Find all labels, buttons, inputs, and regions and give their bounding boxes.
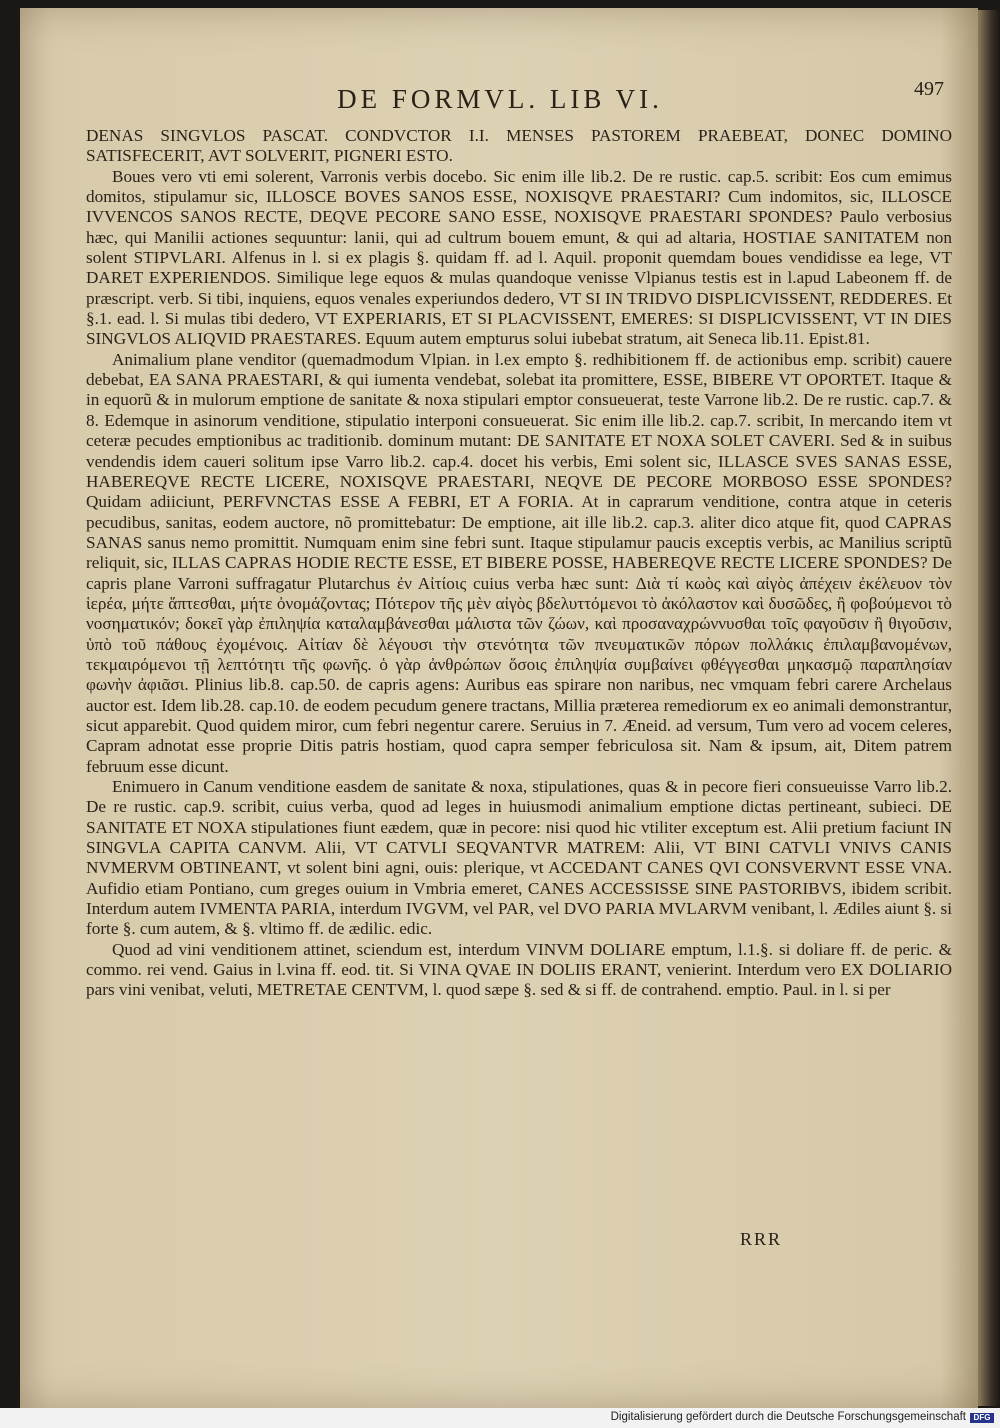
page-body (86, 126, 952, 1001)
paragraph-2: Boues vero vti emi solerent, Varronis verbis docebo. Sic enim ille lib.2. De re rustic. cap.5. scribit: Eos cum emimus domitos, stipulamur sic, ILLOSCE BOVES SANOS ESSE, NOXISQVE PRAESTARI? Cum indomitos, sic, ILLOSCE IVVENCOS SANOS RECTE, DEQVE PECORE SANO ESSE, NOXISQVE PRAESTARI SPONDES? Paulo verbosius hæc, qui Manilii actiones sequuntur: lanii, qui ad cultrum bouem emunt, & qui ad altaria, HOSTIAE SANITATEM non solent STIPVLARI. Alfenus in l. si ex plagis §. quidam ff. ad l. Aquil. proponit quemdam boues vendidisse ea lege, VT DARET EXPERIENDOS. Similique lege equos & mulas quandoque venisse Vlpianus testis est in l.apud Labeonem ff. de præscript. verb. Si tibi, inquiens, equos venales experiundos dedero, VT SI IN TRIDVO DISPLICVISSENT, REDDERES. Et §.1. ead. l. Si mulas tibi dedero, VT EXPERIARIS, ET SI PLACVISSENT, EMERES: SI DISPLICVISSENT, VT IN DIES SINGVLOS ALIQVID PRAESTARES. Equum autem empturus solui iubebat stratum, ait Seneca lib.11. Epist.81. (86, 166, 952, 349)
digitization-footer (0, 1408, 1000, 1428)
catchword: RRR (739, 1229, 782, 1249)
paragraph-1: DENAS SINGVLOS PASCAT. CONDVCTOR I.I. MENSES PASTOREM PRAEBEAT, DONEC DOMINO SATISFECERIT, AVT SOLVERIT, PIGNERI ESTO. (86, 126, 952, 166)
page-edge (978, 10, 1000, 1406)
paragraph-4: Enimuero in Canum venditione easdem de sanitate & noxa, stipulationes, quas & in pecore fieri consueuisse Varro lib.2. De re rustic. cap.9. scribit, cuius verba, quod ad leges in huiusmodi animalium emptione dictas pertineant, subieci. DE SANITATE ET NOXA stipulationes fiunt eædem, quæ in pecore: nisi quod hic vtiliter exceptum est. Alii pretium faciunt IN SINGVLA CAPITA CANVM. Alii, VT CATVLI SEQVANTVR MATREM: Alii, VT BINI CATVLI VNIVS CANIS NVMERVM OBTINEANT, vt solent bini agni, ouis: plerique, vt ACCEDANT CANES QVI CONSVERVNT ESSE VNA. Aufidio etiam Pontiano, cum greges ouium in Vmbria emeret, CANES ACCESSISSE SINE PASTORIBVS, ibidem scribit. Interdum autem IVMENTA PARIA, interdum IVGVM, vel PAR, vel DVO PARIA MVLARVM venibant, l. Ædiles aiunt §. si forte §. cum autem, & §. vltimo ff. de ædilic. edic. (86, 777, 952, 939)
paragraph-5: Quod ad vini venditionem attinet, sciendum est, interdum VINVM DOLIARE emptum, l.1.§. si doliare ff. de peric. & commo. rei vend. Gaius in l.vina ff. eod. tit. Si VINA QVAE IN DOLIIS ERANT, venierint. Interdum vero EX DOLIARIO pars vini venibat, veluti, METRETAE CENTVM, l. quod sæpe §. sed & si ff. de contrahend. emptio. Paul. in l. si per (86, 939, 952, 1000)
page-header (20, 78, 978, 116)
page-number: 497 (914, 78, 944, 100)
paragraph-3: Animalium plane venditor (quemadmodum Vlpian. in l.ex empto §. redhibitionem ff. de actionibus emp. scribit) cauere debebat, EA SANA PRAESTARI, & qui iumenta vendebat, solebat ita promittere, ESSE, BIBERE VT OPORTET. Itaque & in equorũ & in mulorum emptione de sanitate & noxa stipulari emptor consueuerat, teste Varrone lib.2. De re rustic. cap.7. & 8. Edemque in asinorum venditione, stipulatio interponi consueuerat. Sic enim ille lib.2. cap.7. scribit, In mercando item vt ceteræ pecudes emptionibus ac traditionib. dominum mutant: DE SANITATE ET NOXA SOLET CAVERI. Sed & in suibus vendendis idem caueri solitum ipse Varro lib.2. cap.4. docet his verbis, Emi solent sic, ILLASCE SVES SANAS ESSE, HABEREQVE RECTE LICERE, NOXISQVE PRAESTARI, NEQVE DE PECORE MORBOSO ESSE SPONDES? Quidam adiiciunt, PERFVNCTAS ESSE A FEBRI, ET A FORIA. At in caprarum venditione, contra atque in ceteris pecudibus, sanitas, eodem auctore, nõ promittebatur: De emptione, ait ille lib.2. cap.3. aliter dico atque fit, quod CAPRAS SANAS sanus nemo promittit. Numquam enim sine febri sunt. Itaque stipulamur paucis exceptis verbis, ac Manilius scriptũ reliquit, sic, ILLAS CAPRAS HODIE RECTE ESSE, ET BIBERE POSSE, HABEREQVE RECTE LICERE SPONDES? De capris plane Varroni suffragatur Plutarchus ἐν Αἰτίοις cuius verba hæc sunt: Διὰ τί κωὸς καὶ αἰγὸς ἀπέχειν ἐκέλευον τὸν ἱερέα, μήτε ἅπτεσθαι, μήτε ὀνομάζοντας; Πότερον τῆς μὲν αἰγὸς βδελυττόμενοι τὸ ἀκόλαστον καὶ δυσῶδες, ἢ φοβούμενοι τὸ νοσηματικόν; δοκεῖ γὰρ ἐπιληψία καταλαμβάνεσθαι μάλιστα τῶν ζώων, καὶ προσαναχρώννυσθαι τοῖς φαγοῦσιν ἢ θιγοῦσιν, ὑπὸ τοῦ πάθους ἐχομένοις. Αἰτίαν δὲ λέγουσι τὴν στενότητα τῶν πνευματικῶν πόρων πολλάκις ἐπιλαμβανομένων, τεκμαιρόμενοι τῇ λεπτότητι τῆς φωνῆς. ὁ γὰρ ἀνθρώπων ὅσοις ἐπιληψία συμβαίνει φθέγγεσθαι μηκασμῷ παραπλησίαν φωνὴν ἀφιᾶσι. Plinius lib.8. cap.50. de capris agens: Auribus eas spirare non naribus, nec vmquam febri carere Archelaus auctor est. Idem lib.28. cap.10. de eodem pecudum genere tractans, Millia præterea remediorum ex eo animali demonstrantur, sicut apparebit. Quod quidem miror, cum febri negentur carere. Seruius in 7. Æneid. ad versum, Tum vero ad vocem celeres, Capram adnotat esse proprie Ditis patris hostiam, quod capra semper febriculosa sit. Nam & ipsum, ait, Ditem patrem februum esse dicunt. (86, 349, 952, 776)
running-title: DE FORMVL. LIB VI. (337, 84, 663, 114)
book-page (20, 8, 978, 1408)
dfg-logo: DFG (970, 1413, 994, 1423)
footer-credit: Digitalisierung gefördert durch die Deutsche Forschungsgemeinschaft (610, 1411, 966, 1423)
